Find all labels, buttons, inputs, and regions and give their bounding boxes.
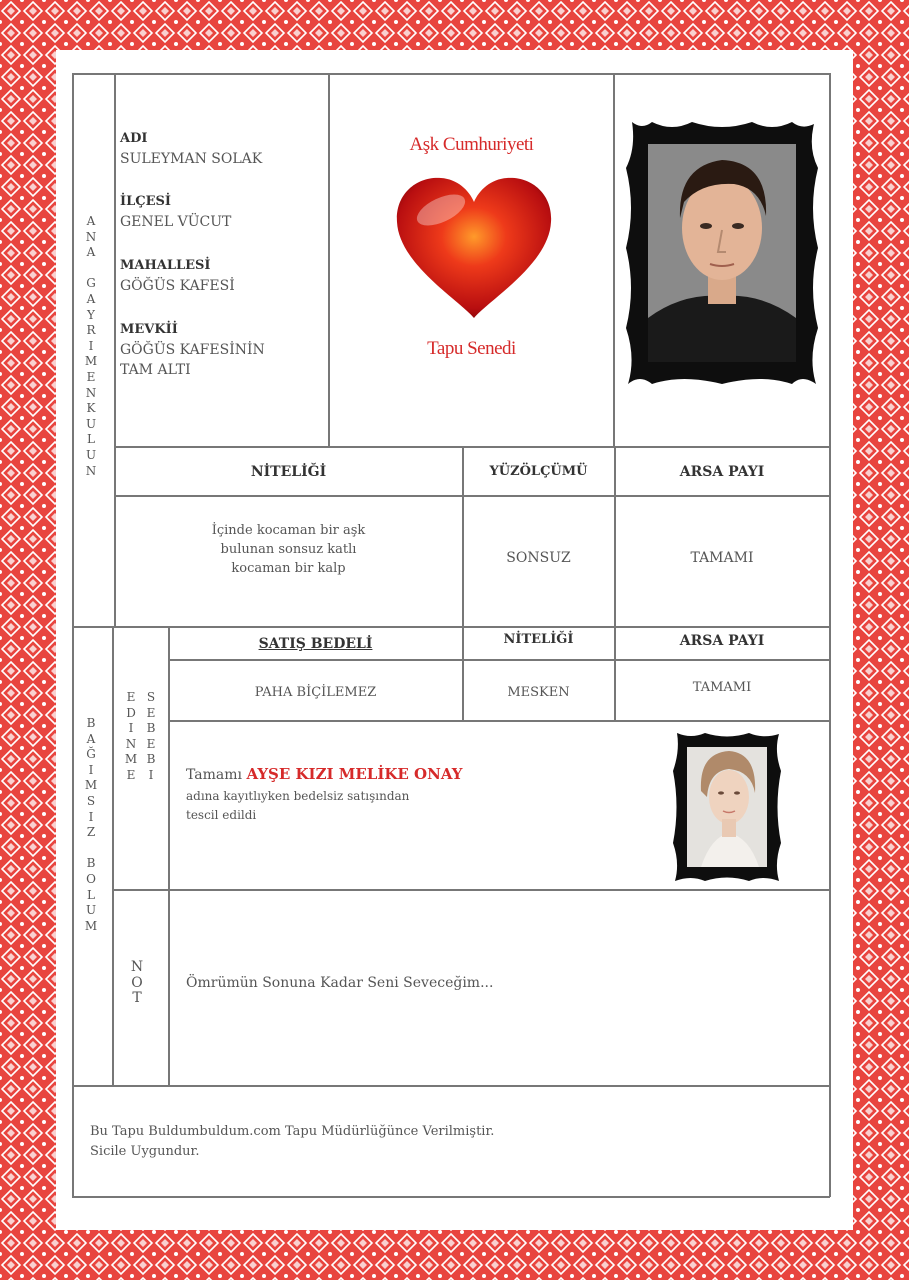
document-subtitle: Tapu Senedi [427,338,516,359]
side-label-main-property [84,214,98,479]
document-title: Aşk Cumhuriyeti [409,134,534,155]
location-value-line2: TAM ALTI [120,362,191,378]
vertical-letter: A [86,214,96,228]
vertical-letter: B [86,716,96,730]
transfer-name: AYŞE KIZI MELİKE ONAY [246,765,463,783]
vertical-letter [89,841,93,857]
vertical-letter: N [125,736,137,751]
vertical-letter: Z [86,825,96,840]
property-description-line1: İçinde kocaman bir aşk [211,523,366,538]
property-description-line2: bulunan sonsuz katlı [220,542,357,557]
district-value: GENEL VÜCUT [120,214,232,230]
district-label: İLÇESİ [120,194,171,209]
vertical-letter: S [146,690,156,704]
footer-line1: Bu Tapu Buldumbuldum.com Tapu Müdürlüğünce Verilmiştir. [90,1124,495,1139]
vertical-letter: B [86,856,96,871]
unit-type-value: MESKEN [507,685,570,700]
vertical-letter: M [84,778,98,793]
vertical-letter: E [146,705,156,720]
vertical-letter: I [88,809,94,824]
vertical-letter: E [146,736,156,751]
vertical-letter: N [85,463,97,478]
transfer-prefix: Tamamı [186,767,242,783]
header-area: YÜZÖLÇÜMÜ [489,464,588,479]
header-share: ARSA PAYI [679,464,765,480]
vertical-letter: I [88,338,94,353]
vertical-letter: Ğ [86,747,96,762]
vertical-letter: E [126,690,136,704]
location-label: MEVKİİ [120,322,178,337]
vertical-letter: G [86,276,96,291]
vertical-letter: U [85,903,97,918]
vertical-letter: I [88,762,94,777]
vertical-letter: B [146,721,156,736]
name-label: ADI [120,131,148,146]
vertical-letter: N [85,229,97,244]
property-area-value: SONSUZ [506,550,571,566]
vertical-letter: S [86,793,96,808]
vertical-letter: M [84,354,98,369]
vertical-letter: A [86,291,96,306]
vertical-letter: R [86,323,96,338]
vertical-letter: U [85,416,97,431]
vertical-letter [89,261,93,277]
previous-owner-photo [671,731,783,883]
vertical-letter: N [130,959,144,975]
neighborhood-label: MAHALLESİ [120,258,211,273]
note-label [130,960,144,1007]
note-text: Ömrümün Sonuna Kadar Seni Seveceğim... [186,975,494,991]
vertical-letter: I [128,721,134,736]
vertical-letter: E [86,369,96,384]
vertical-letter: E [126,767,136,782]
vertical-letter: O [86,871,96,886]
vertical-letter: A [86,731,96,746]
vertical-letter: L [87,887,95,902]
neighborhood-value: GÖĞÜS KAFESİ [120,278,235,294]
vertical-letter: I [148,767,154,782]
owner-photo [622,118,822,390]
header-unit-type: NİTELİĞİ [503,632,574,647]
vertical-letter: L [87,432,95,447]
vertical-letter: M [124,752,138,767]
vertical-letter: M [84,918,98,933]
vertical-letter: O [131,974,143,991]
heart-icon [389,172,559,322]
vertical-letter: D [126,705,136,720]
side-label-independent-section [84,716,98,934]
sale-price-value: PAHA BİÇİLEMEZ [254,685,377,700]
owner-name: SULEYMAN SOLAK [120,151,263,167]
vertical-letter: Y [87,307,95,322]
header-unit-share: ARSA PAYI [679,633,765,649]
transfer-line3: tescil edildi [186,808,257,822]
vertical-letter: K [86,401,96,416]
property-description-line3: kocaman bir kalp [231,561,346,576]
transfer-line1 [186,765,462,784]
vertical-letter: U [85,447,97,462]
vertical-letter: A [86,245,96,260]
location-value-line1: GÖĞÜS KAFESİNİN [120,342,265,358]
footer-line2: Sicile Uygundur. [90,1144,200,1159]
vertical-letter: T [132,990,142,1007]
transfer-line2: adına kayıtlıyken bedelsiz satışından [186,789,410,803]
property-share-value: TAMAMI [690,550,754,566]
vertical-letter: N [85,385,97,400]
header-sale-price: SATIŞ BEDELİ [258,636,373,652]
vertical-letter: B [146,752,156,767]
acquisition-reason-label [114,690,168,784]
unit-share-value: TAMAMI [692,680,752,695]
header-quality: NİTELİĞİ [250,464,327,480]
